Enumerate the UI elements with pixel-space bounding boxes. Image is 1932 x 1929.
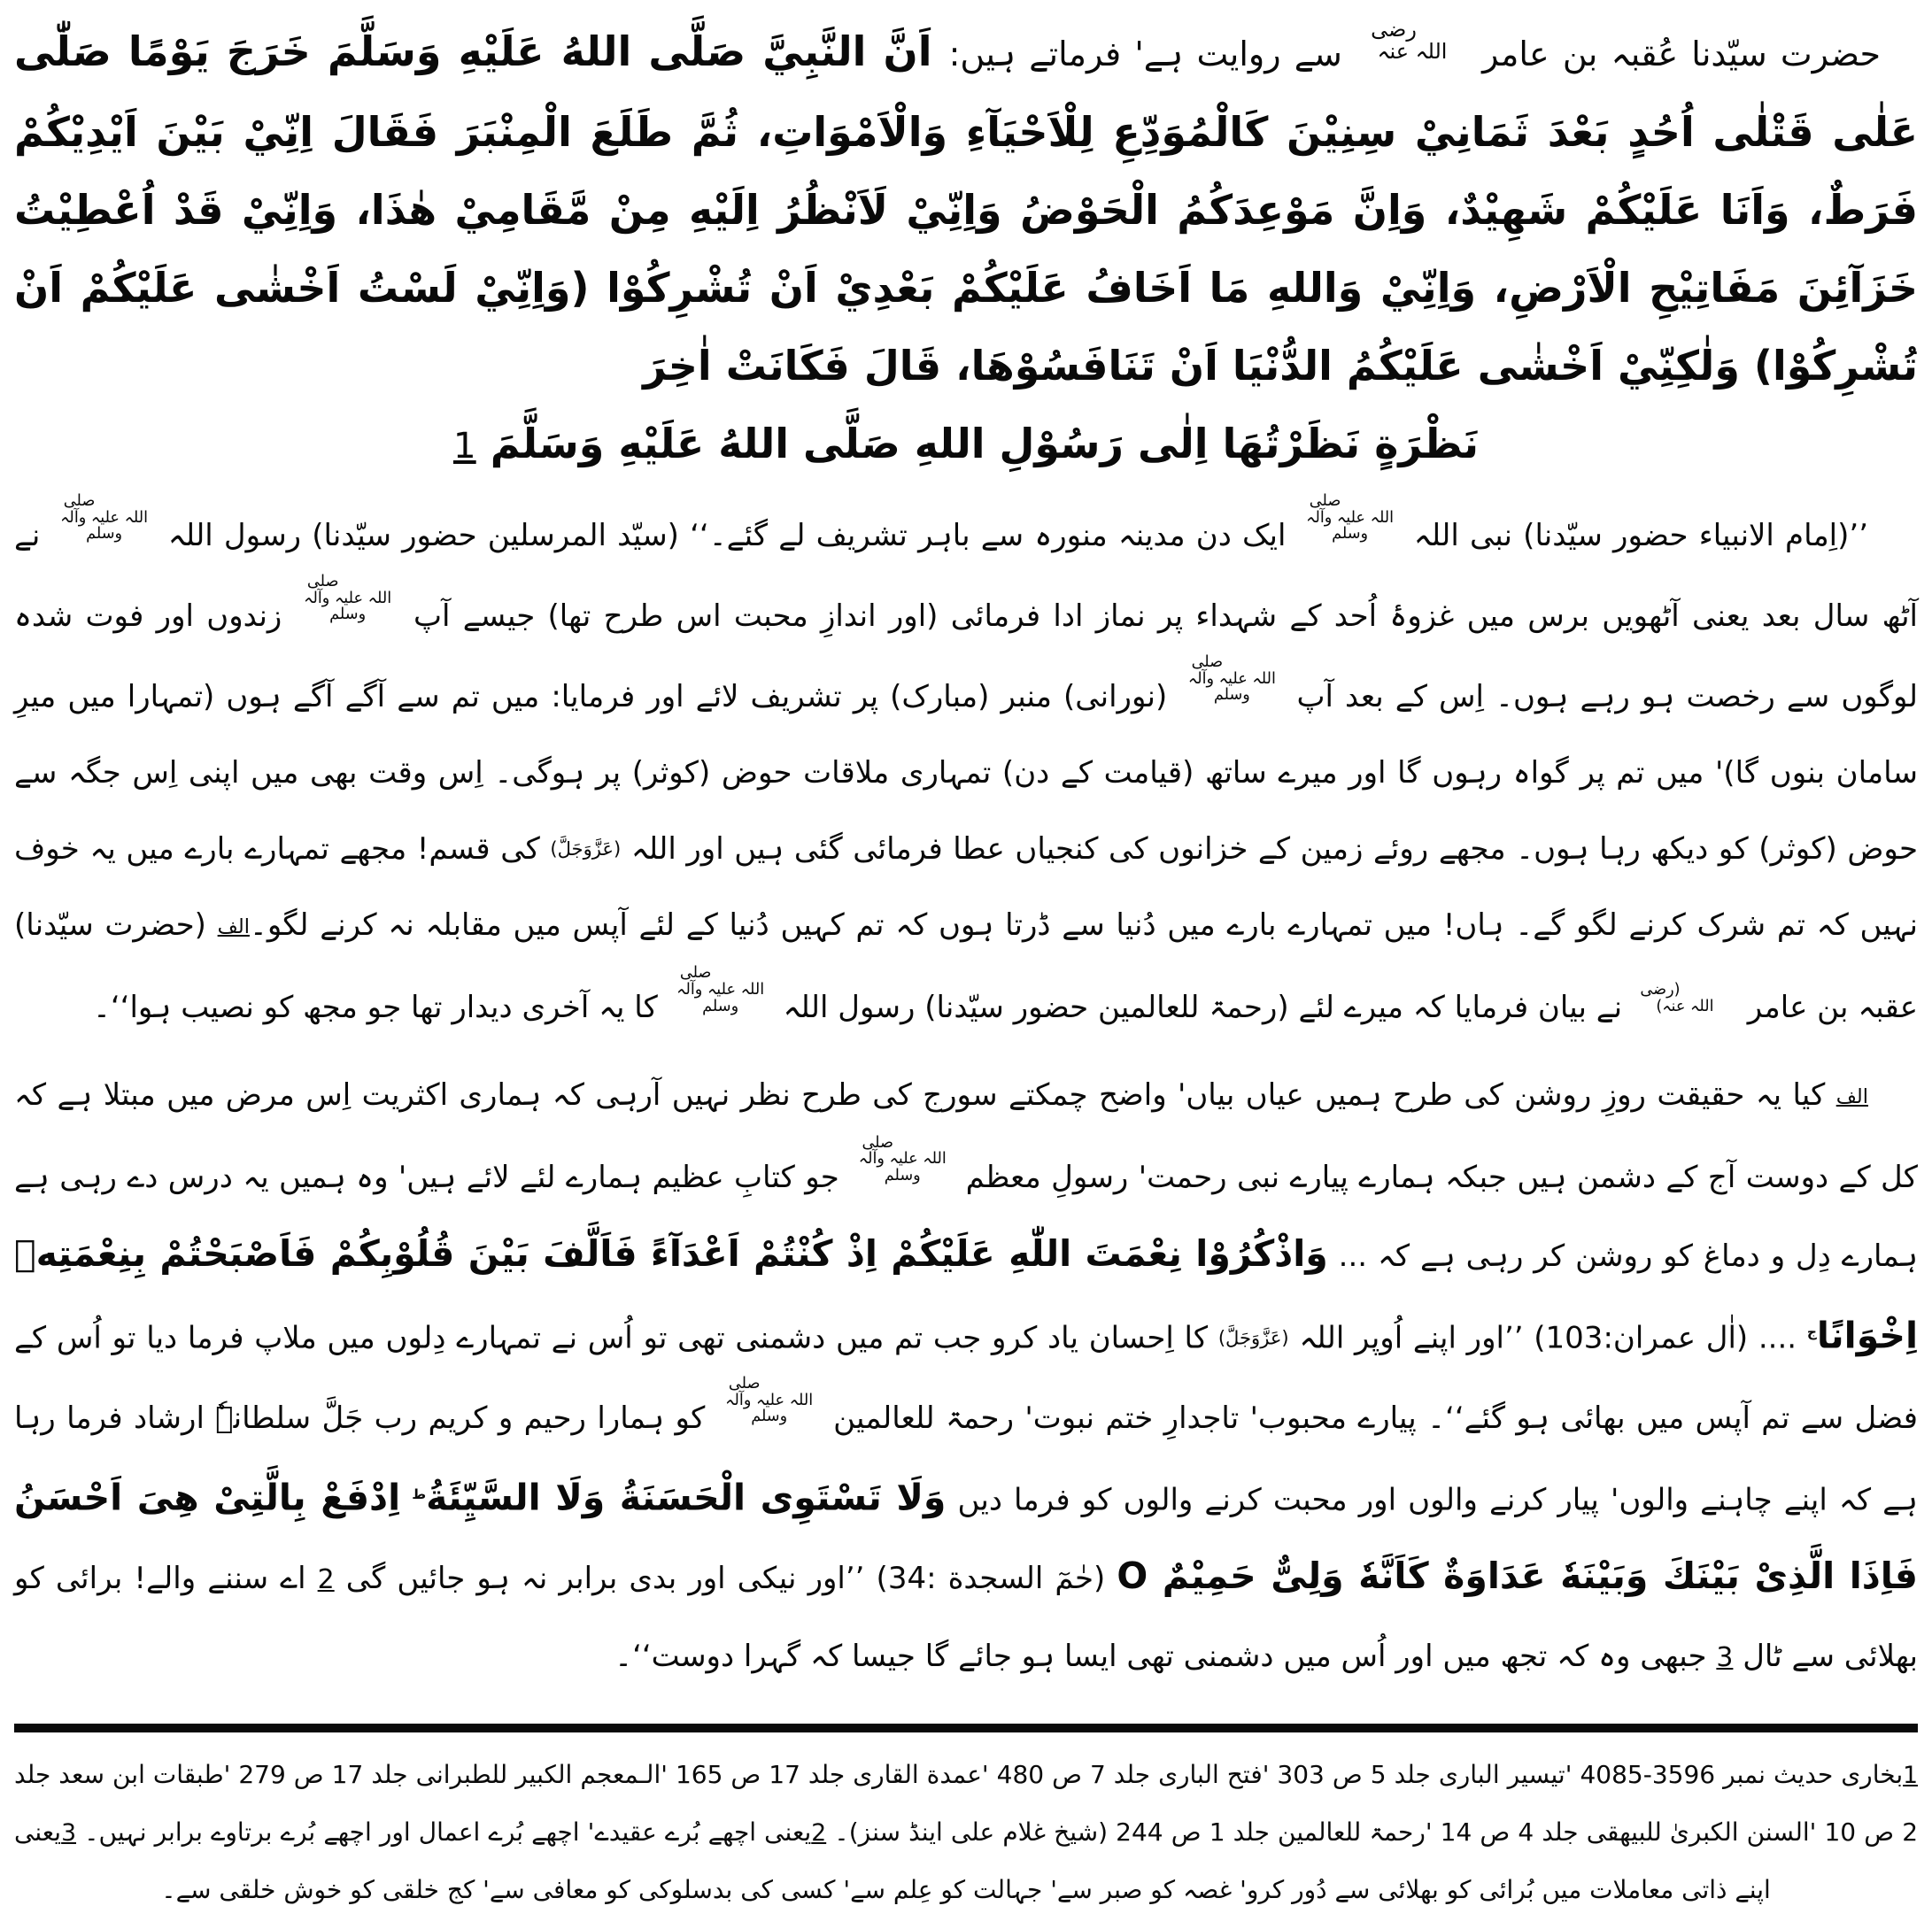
footnote-2-marker: 2 xyxy=(811,1819,827,1847)
footnote-2-text: یعنی اچھے بُرے عقیدے' اچھے بُرے اعمال اور اچھے بُرے برتاوے برابر نہیں۔ xyxy=(84,1817,812,1847)
commentary-text-4: کا اِحسان یاد کرو جب تم میں دشمنی تھی تو اُس نے تمہارے دِلوں میں ملاپ فرما دیا تو اُس کے فضل سے تم آپس میں بھائی ہو گئے‘‘۔ پیارے محبوب' تاجدارِ ختم نبوت' رحمۃ للعالمین xyxy=(14,1319,1919,1437)
hadith-arabic-text: اَنَّ النَّبِيَّ صَلَّى اللهُ عَلَيْهِ وَسَلَّمَ خَرَجَ يَوْمًا صَلّٰى عَلٰى قَتْلٰى اُحُدٍ بَعْدَ ثَمَانِيْ سِنِيْنَ كَالْمُوَدِّعِ لِلْاَحْيَآءِ وَالْاَمْوَاتِ، ثُمَّ طَلَعَ الْمِنْبَرَ فَقَالَ اِنِّيْ بَيْنَ اَيْدِيْكُمْ فَرَطٌ، وَاَنَا عَلَيْكُمْ شَهِيْدٌ، وَاِنَّ مَوْعِدَكُمُ الْحَوْضُ وَاِنِّيْ لَاَنْظُرُ اِلَيْهِ مِنْ مَّقَامِيْ هٰذَا، وَاِنِّيْ قَدْ اُعْطِيْتُ خَزَآئِنَ مَفَاتِيْحِ الْاَرْضِ، وَاِنِّيْ وَاللهِ مَا اَخَافُ عَلَيْكُمْ بَعْدِيْ اَنْ تُشْرِكُوْا (وَاِنِّيْ لَسْتُ اَخْشٰى عَلَيْكُمْ اَنْ تُشْرِكُوْا) وَلٰكِنِّيْ اَخْشٰى عَلَيْكُمُ الدُّنْيَا اَنْ تَنَافَسُوْهَا، قَالَ فَكَانَتْ اٰخِرَ xyxy=(14,27,1918,390)
footnote-1-marker: 1 xyxy=(1903,1762,1919,1789)
note-ref-alif-2: الف xyxy=(1835,1084,1868,1108)
footnote-ref-1: 1 xyxy=(452,424,476,467)
honorific-durood-1: صلی اللہ علیہ وآلہ وسلم xyxy=(1306,492,1395,544)
translation-text-9: کا یہ آخری دیدار تھا جو مجھ کو نصیب ہوا‘‘۔ xyxy=(92,990,658,1026)
commentary-text-2: جو کتابِ عظیم ہمارے لئے لائے ہیں' وہ ہمیں یہ درس دے رہی ہے ہمارے دِل و دماغ کو روشن کر رہی ہے کہ ... xyxy=(14,1159,1918,1274)
quran-verse-1: وَاذْكُرُوْا نِعْمَتَ اللّٰهِ عَلَيْكُمْ اِذْ كُنْتُمْ اَعْدَآءً فَاَلَّفَ بَيْنَ قُلُوْبِكُمْ فَاَصْبَحْتُمْ بِنِعْمَتِهٖ اِخْوَانًا xyxy=(14,1231,1919,1356)
footnote-ref-3: 3 xyxy=(1716,1642,1734,1674)
translation-text-1: ’’(اِمام الانبیاء حضور سیّدنا) نبی اللہ xyxy=(1413,518,1869,554)
hadith-paragraph xyxy=(14,12,1918,405)
honorific-durood-3: صلی اللہ علیہ وآلہ وسلم xyxy=(304,573,392,624)
commentary-text-7: اے سننے والے! برائی کو بھلائی سے ٹال xyxy=(14,1561,1918,1675)
honorific-durood-6: صلی اللہ علیہ وآلہ وسلم xyxy=(858,1133,947,1184)
note-ref-alif-1: الف xyxy=(217,915,250,939)
commentary-paragraph xyxy=(14,1057,1918,1697)
footnote-ref-2: 2 xyxy=(317,1564,335,1596)
commentary-text-1: کیا یہ حقیقت روزِ روشن کی طرح ہمیں عیاں بیاں' واضح چمکتے سورج کی طرح نظر نہیں آرہی کہ ہماری اکثریت اِس مرض میں مبتلا ہے کہ کل کے دوست آج کے دشمن ہیں جبکہ ہمارے پیارے نبی رحمت' رسولِ معظم xyxy=(14,1076,1918,1195)
commentary-text-3: .... (اٰل عمران:103) ’’اور اپنے اُوپر اللہ xyxy=(1299,1319,1797,1355)
honorific-azzawajal-2: (عَزَّوَجَلَّ) xyxy=(1217,1325,1289,1348)
footnotes-section xyxy=(14,1724,1918,1918)
commentary-text-5: کو ہمارا رحیم و کریم رب جَلَّ سلطانہٗ ارشاد فرما رہا ہے کہ اپنے چاہنے والوں' پیار کرنے والوں اور محبت کرنے والوں کو فرما دیں xyxy=(14,1400,1918,1518)
honorific-radiallahu-2: (رضی اللہ عنہ) xyxy=(1640,980,1714,1015)
honorific-radiallahu: رضی اللہ عنہ xyxy=(1371,16,1448,64)
hadith-last-line xyxy=(14,405,1918,484)
waqf-marker-jeem: ج xyxy=(1806,1323,1817,1340)
translation-paragraph xyxy=(14,493,1918,1046)
quran-verse-2a: وَلَا تَسْتَوِى الْحَسَنَةُ وَلَا السَّيِّئَةُ xyxy=(426,1476,947,1519)
footnote-3-marker: 3 xyxy=(61,1819,77,1847)
hadith-urdu-intro: حضرت سیّدنا عُقبہ بن عامر xyxy=(1482,35,1882,73)
footnote-3-text: یعنی اپنے ذاتی معاملات میں بُرائی کو بھلائی سے دُور کرو' غصہ کو صبر سے' جہالت کو عِلم سے' کسی کی بدسلوکی کو معافی سے' کج خلقی کو خوش خلقی سے۔ xyxy=(14,1817,1771,1904)
hadith-arabic-last: نَظْرَةٍ نَظَرْتُهَا اِلٰى رَسُوْلِ اللهِ صَلَّى اللهُ عَلَيْهِ وَسَلَّمَ xyxy=(490,420,1480,467)
honorific-durood-4: صلی اللہ علیہ وآلہ وسلم xyxy=(1187,653,1276,705)
honorific-azzawajal-1: (عَزَّوَجَلَّ) xyxy=(550,837,622,860)
commentary-text-8: جبھی وہ کہ تجھ میں اور اُس میں دشمنی تھی ایسا ہو جائے گا جیسا کہ گہرا دوست‘‘۔ xyxy=(614,1639,1707,1675)
waqf-marker-taa: ط xyxy=(412,1486,427,1503)
footnote-1-text: بخاری حدیث نمبر 3596-4085 'تیسیر الباری جلد 5 ص 303 'فتح الباری جلد 7 ص 480 'عمدة القاری جلد 17 ص 165 'الـمعجم الکبیر للطبرانی جلد 17 ص 279 'طبقات ابن سعد جلد 2 ص 10 'السنن الکبریٰ للبیهقی جلد 4 ص 14 'رحمۃ للعالمین جلد 1 ص 244 (شیخ غلام علی اینڈ سنز)۔ xyxy=(14,1760,1919,1847)
footnotes-paragraph xyxy=(14,1747,1918,1918)
honorific-durood-2: صلی اللہ علیہ وآلہ وسلم xyxy=(60,492,149,544)
honorific-durood-5: صلی اللہ علیہ وآلہ وسلم xyxy=(676,964,765,1015)
commentary-text-6: (حٰمٓ السجدة :34) ’’اور نیکی اور بدی برابر نہ ہو جائیں گی xyxy=(345,1561,1106,1597)
hadith-urdu-intro-2: سے روایت ہے' فرماتے ہیں: xyxy=(948,35,1342,73)
translation-text-2: ایک دن مدینہ منورہ سے باہر تشریف لے گئے۔‘‘ (سیّد المرسلین حضور سیّدنا) رسول اللہ xyxy=(167,518,1287,554)
quran-verse-2b: اِدْفَعْ بِالَّتِىْ هِىَ اَحْسَنُ فَاِذَا الَّذِىْ بَيْنَكَ وَبَيْنَهٗ عَدَاوَةٌ كَاَنَّهٗ وَلِىٌّ حَمِيْمٌ O xyxy=(14,1476,1919,1598)
translation-text-6: کی قسم! مجھے تمہارے بارے میں یہ خوف نہیں کہ تم شرک کرنے لگو گے۔ ہاں! میں تمہارے بارے میں دُنیا سے ڈرتا ہوں کہ تم کہیں دُنیا کے لئے آپس میں مقابلہ نہ کرنے لگو۔ xyxy=(14,831,1918,944)
translation-text-5: (نورانی) منبر (مبارک) پر تشریف لائے اور فرمایا: میں تم سے آگے آگے ہوں (تمہارا میں میرِ سامان بنوں گا)' میں تم پر گواہ رہوں گا اور میرے ساتھ (قیامت کے دن) تمہاری ملاقات حوض (کوثر) پر ہوگی۔ اِس وقت بھی میں اپنی اِس جگہ سے حوض (کوثر) کو دیکھ رہا ہوں۔ مجھے روئے زمین کے خزانوں کی کنجیاں عطا فرمائی گئی ہیں اور اللہ xyxy=(14,679,1919,868)
translation-text-4: زندوں اور فوت شدہ لوگوں سے رخصت ہو رہے ہوں۔ اِس کے بعد آپ xyxy=(14,598,1918,715)
translation-text-7: (حضرت سیّدنا) عقبہ بن عامر xyxy=(14,907,1918,1026)
honorific-durood-7: صلی اللہ علیہ وآلہ وسلم xyxy=(725,1374,814,1426)
footnote-separator xyxy=(14,1724,1918,1732)
translation-text-8: نے بیان فرمایا کہ میرے لئے (رحمۃ للعالمین حضور سیّدنا) رسول اللہ xyxy=(783,990,1623,1026)
translation-text-3: نے آٹھ سال بعد یعنی آٹھویں برس میں غزوۂ اُحد کے شہداء پر نماز ادا فرمائی (اور اندازِ محبت اس طرح تھا) جیسے آپ xyxy=(14,518,1919,635)
